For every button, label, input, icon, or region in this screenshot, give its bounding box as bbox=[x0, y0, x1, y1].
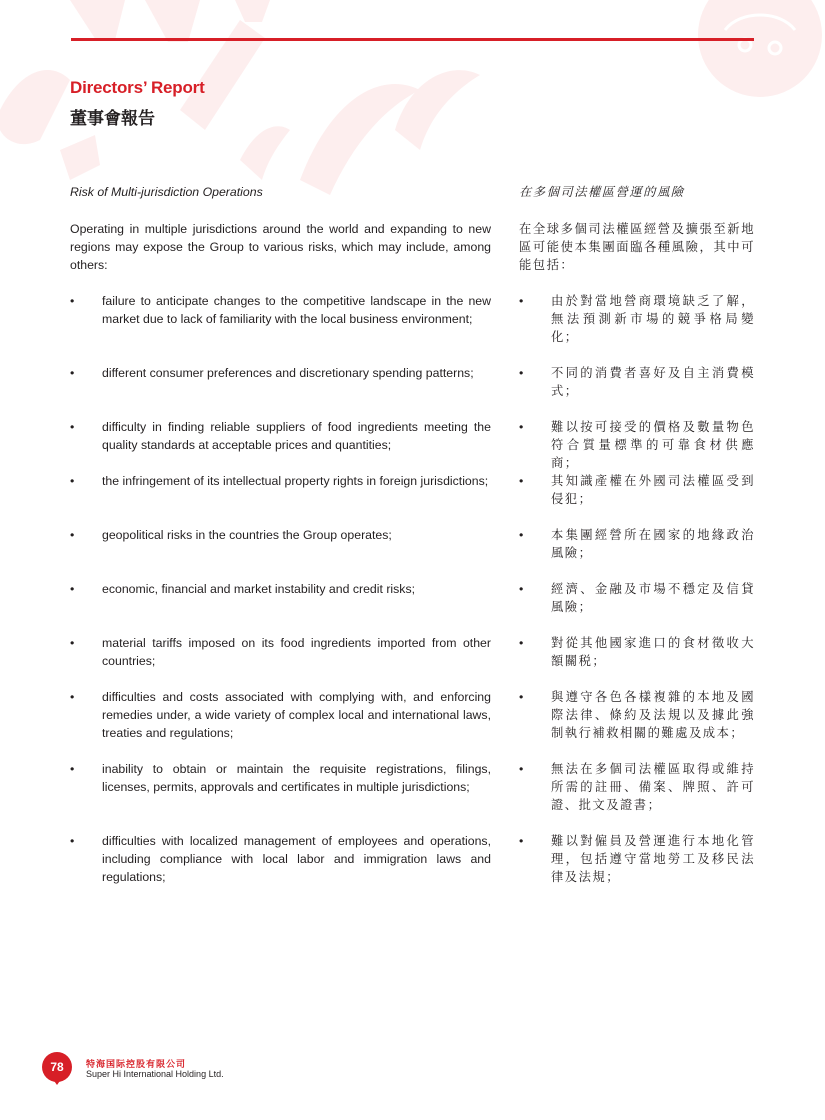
bullet-icon: • bbox=[519, 420, 525, 434]
intro-paragraph-en: Operating in multiple jurisdictions around the world and expanding to new regions may expose the Group to various risks, which may include, among others: bbox=[70, 222, 491, 272]
bullet-icon: • bbox=[70, 294, 75, 308]
list-item-text: 難以對僱員及營運進行本地化管理，包括遵守當地勞工及移民法律及法規； bbox=[551, 834, 755, 884]
list-item-text: 由於對當地營商環境缺乏了解，無法預測新市場的競爭格局變化； bbox=[551, 294, 755, 344]
list-item-text: 對從其他國家進口的食材徵收大額關税； bbox=[551, 636, 755, 668]
list-item-text: difficulty in finding reliable suppliers of food ingredients meeting the quality standards at acceptable prices and quantities; bbox=[102, 420, 491, 452]
page-title-en: Directors’ Report bbox=[70, 78, 205, 97]
list-item-text: geopolitical risks in the countries the Group operates; bbox=[102, 528, 392, 542]
bullet-icon: • bbox=[519, 834, 525, 848]
bullet-icon: • bbox=[70, 636, 75, 650]
bullet-icon: • bbox=[519, 528, 525, 542]
list-item-text: the infringement of its intellectual property rights in foreign jurisdictions; bbox=[102, 474, 489, 488]
page-number-badge: 78 bbox=[42, 1052, 72, 1082]
company-name-zh: 特海国际控股有限公司 bbox=[86, 1059, 187, 1069]
bullet-icon: • bbox=[519, 690, 525, 704]
section-heading-en: Risk of Multi-jurisdiction Operations bbox=[70, 185, 263, 199]
list-item-text: 與遵守各色各樣複雜的本地及國際法律、條約及法規以及據此強制執行補救相關的難處及成本； bbox=[551, 690, 755, 740]
bullet-icon: • bbox=[70, 582, 75, 596]
bullet-icon: • bbox=[519, 294, 525, 308]
intro-paragraph-zh: 在全球多個司法權區經營及擴張至新地區可能使本集團面臨各種風險，其中可能包括： bbox=[519, 222, 755, 272]
list-item-text: 本集團經營所在國家的地緣政治風險； bbox=[551, 528, 755, 560]
bullet-icon: • bbox=[70, 528, 75, 542]
bullet-icon: • bbox=[519, 366, 525, 380]
page-title-zh: 董事會報告 bbox=[70, 109, 155, 128]
bullet-icon: • bbox=[70, 762, 75, 776]
list-item-text: difficulties and costs associated with complying with, and enforcing remedies under, a wide variety of complex local and international laws, treaties and regulations; bbox=[102, 690, 491, 740]
watermark-decoration bbox=[0, 0, 825, 200]
header-rule bbox=[71, 38, 754, 41]
bullet-icon: • bbox=[519, 762, 525, 776]
section-heading-zh: 在多個司法權區營運的風險 bbox=[519, 185, 685, 199]
bullet-icon: • bbox=[70, 420, 75, 434]
page-number-badge-tail bbox=[52, 1078, 62, 1085]
bullet-icon: • bbox=[519, 474, 525, 488]
list-item-text: 難以按可接受的價格及數量物色符合質量標準的可靠食材供應商； bbox=[551, 420, 755, 470]
bullet-icon: • bbox=[70, 690, 75, 704]
list-item-text: failure to anticipate changes to the competitive landscape in the new market due to lack of familiarity with the local business environment; bbox=[102, 294, 491, 326]
bullet-icon: • bbox=[519, 636, 525, 650]
bullet-icon: • bbox=[70, 834, 75, 848]
list-item-text: economic, financial and market instability and credit risks; bbox=[102, 582, 416, 596]
bullet-icon: • bbox=[70, 474, 75, 488]
list-item-text: material tariffs imposed on its food ingredients imported from other countries; bbox=[102, 636, 491, 668]
bullet-icon: • bbox=[70, 366, 75, 380]
list-item-text: 經濟、金融及市場不穩定及信貸風險； bbox=[551, 582, 755, 614]
list-item-text: inability to obtain or maintain the requisite registrations, filings, licenses, permits, approvals and certificates in multiple jurisdictions; bbox=[102, 762, 491, 794]
list-item-text: 無法在多個司法權區取得或維持所需的註冊、備案、牌照、許可證、批文及證書； bbox=[551, 762, 755, 812]
company-name-en: Super Hi International Holding Ltd. bbox=[86, 1069, 224, 1079]
list-item-text: different consumer preferences and discretionary spending patterns; bbox=[102, 366, 474, 380]
list-item-text: 其知識產權在外國司法權區受到侵犯； bbox=[551, 474, 755, 506]
bullet-icon: • bbox=[519, 582, 525, 596]
list-item-text: 不同的消費者喜好及自主消費模式； bbox=[551, 366, 755, 398]
list-item-text: difficulties with localized management of employees and operations, including compliance with local labor and immigration laws and regulations; bbox=[102, 834, 491, 884]
